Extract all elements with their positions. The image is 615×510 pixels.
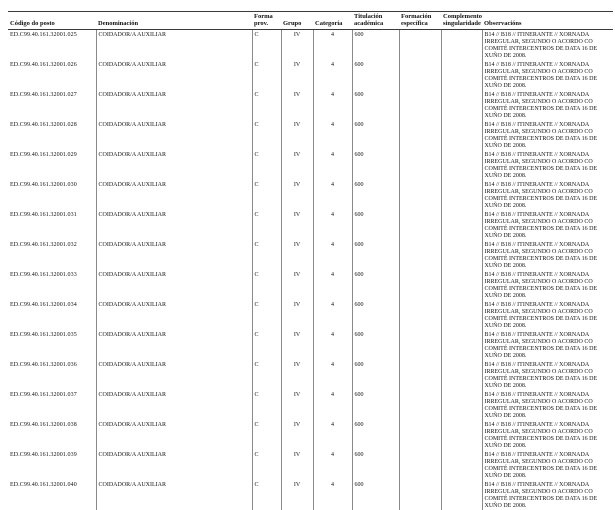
cell-forma-prov: C bbox=[252, 60, 281, 90]
cell-complemento bbox=[441, 420, 482, 450]
table-body bbox=[8, 30, 613, 510]
cell-observacions: B14 // B18 // ITINERANTE // XORNADA IRREGULAR, SEGUNDO O ACORDO CO COMITÉ INTERCENTROS DE DATA 16 DE XUÑO DE 2008. bbox=[482, 210, 613, 240]
cell-titulacion: 600 bbox=[352, 420, 399, 450]
cell-codigo-posto: ED.C99.40.161.32001.026 bbox=[8, 60, 96, 90]
cell-codigo-posto: ED.C99.40.161.32001.034 bbox=[8, 300, 96, 330]
cell-titulacion: 600 bbox=[352, 450, 399, 480]
cell-forma-prov: C bbox=[252, 120, 281, 150]
cell-formacion bbox=[399, 30, 441, 61]
cell-complemento bbox=[441, 270, 482, 300]
cell-titulacion: 600 bbox=[352, 270, 399, 300]
cell-categoria: 4 bbox=[313, 300, 352, 330]
cell-grupo: IV bbox=[281, 30, 313, 61]
col-header-forma-prov: Forma prov. bbox=[252, 12, 281, 30]
cell-grupo: IV bbox=[281, 120, 313, 150]
cell-codigo-posto: ED.C99.40.161.32001.039 bbox=[8, 450, 96, 480]
cell-codigo-posto: ED.C99.40.161.32001.029 bbox=[8, 150, 96, 180]
cell-categoria: 4 bbox=[313, 270, 352, 300]
cell-observacions: B14 // B18 // ITINERANTE // XORNADA IRREGULAR, SEGUNDO O ACORDO CO COMITÉ INTERCENTROS DE DATA 16 DE XUÑO DE 2008. bbox=[482, 60, 613, 90]
cell-grupo: IV bbox=[281, 150, 313, 180]
cell-titulacion: 600 bbox=[352, 90, 399, 120]
cell-forma-prov: C bbox=[252, 480, 281, 510]
cell-codigo-posto: ED.C99.40.161.32001.035 bbox=[8, 330, 96, 360]
cell-titulacion: 600 bbox=[352, 30, 399, 61]
cell-denominacion: COIDADOR/A AUXILIAR bbox=[96, 270, 252, 300]
cell-denominacion: COIDADOR/A AUXILIAR bbox=[96, 390, 252, 420]
table-row bbox=[8, 150, 613, 180]
cell-categoria: 4 bbox=[313, 450, 352, 480]
cell-denominacion: COIDADOR/A AUXILIAR bbox=[96, 30, 252, 61]
cell-titulacion: 600 bbox=[352, 330, 399, 360]
cell-titulacion: 600 bbox=[352, 480, 399, 510]
cell-titulacion: 600 bbox=[352, 180, 399, 210]
cell-complemento bbox=[441, 90, 482, 120]
cell-denominacion: COIDADOR/A AUXILIAR bbox=[96, 120, 252, 150]
cell-codigo-posto: ED.C99.40.161.32001.025 bbox=[8, 30, 96, 61]
cell-forma-prov: C bbox=[252, 390, 281, 420]
cell-complemento bbox=[441, 30, 482, 61]
cell-denominacion: COIDADOR/A AUXILIAR bbox=[96, 60, 252, 90]
table-row bbox=[8, 240, 613, 270]
table-row bbox=[8, 300, 613, 330]
cell-forma-prov: C bbox=[252, 270, 281, 300]
cell-formacion bbox=[399, 420, 441, 450]
cell-codigo-posto: ED.C99.40.161.32001.028 bbox=[8, 120, 96, 150]
cell-titulacion: 600 bbox=[352, 390, 399, 420]
cell-forma-prov: C bbox=[252, 240, 281, 270]
table-row bbox=[8, 210, 613, 240]
header-row bbox=[8, 12, 613, 30]
cell-titulacion: 600 bbox=[352, 240, 399, 270]
cell-formacion bbox=[399, 180, 441, 210]
cell-complemento bbox=[441, 450, 482, 480]
cell-formacion bbox=[399, 330, 441, 360]
cell-titulacion: 600 bbox=[352, 360, 399, 390]
cell-denominacion: COIDADOR/A AUXILIAR bbox=[96, 90, 252, 120]
col-header-categoria: Categoría bbox=[313, 12, 352, 30]
col-header-complemento: Complemento singularidade bbox=[441, 12, 482, 30]
cell-titulacion: 600 bbox=[352, 60, 399, 90]
cell-codigo-posto: ED.C99.40.161.32001.031 bbox=[8, 210, 96, 240]
cell-complemento bbox=[441, 150, 482, 180]
cell-grupo: IV bbox=[281, 330, 313, 360]
cell-complemento bbox=[441, 240, 482, 270]
cell-observacions: B14 // B18 // ITINERANTE // XORNADA IRREGULAR, SEGUNDO O ACORDO CO COMITÉ INTERCENTROS DE DATA 16 DE XUÑO DE 2008. bbox=[482, 450, 613, 480]
cell-categoria: 4 bbox=[313, 30, 352, 61]
cell-categoria: 4 bbox=[313, 210, 352, 240]
table-row bbox=[8, 420, 613, 450]
cell-forma-prov: C bbox=[252, 210, 281, 240]
cell-codigo-posto: ED.C99.40.161.32001.032 bbox=[8, 240, 96, 270]
cell-formacion bbox=[399, 360, 441, 390]
cell-forma-prov: C bbox=[252, 360, 281, 390]
cell-categoria: 4 bbox=[313, 60, 352, 90]
cell-complemento bbox=[441, 300, 482, 330]
cell-observacions: B14 // B18 // ITINERANTE // XORNADA IRREGULAR, SEGUNDO O ACORDO CO COMITÉ INTERCENTROS DE DATA 16 DE XUÑO DE 2008. bbox=[482, 330, 613, 360]
cell-categoria: 4 bbox=[313, 90, 352, 120]
cell-complemento bbox=[441, 60, 482, 90]
cell-codigo-posto: ED.C99.40.161.32001.033 bbox=[8, 270, 96, 300]
cell-grupo: IV bbox=[281, 60, 313, 90]
cell-codigo-posto: ED.C99.40.161.32001.036 bbox=[8, 360, 96, 390]
cell-forma-prov: C bbox=[252, 300, 281, 330]
cell-formacion bbox=[399, 210, 441, 240]
table-row bbox=[8, 270, 613, 300]
cell-observacions: B14 // B18 // ITINERANTE // XORNADA IRREGULAR, SEGUNDO O ACORDO CO COMITÉ INTERCENTROS DE DATA 16 DE XUÑO DE 2008. bbox=[482, 180, 613, 210]
cell-titulacion: 600 bbox=[352, 300, 399, 330]
cell-grupo: IV bbox=[281, 240, 313, 270]
cell-forma-prov: C bbox=[252, 90, 281, 120]
cell-denominacion: COIDADOR/A AUXILIAR bbox=[96, 420, 252, 450]
cell-formacion bbox=[399, 300, 441, 330]
cell-categoria: 4 bbox=[313, 360, 352, 390]
table-row bbox=[8, 360, 613, 390]
cell-complemento bbox=[441, 120, 482, 150]
cell-grupo: IV bbox=[281, 360, 313, 390]
cell-denominacion: COIDADOR/A AUXILIAR bbox=[96, 480, 252, 510]
table-row bbox=[8, 180, 613, 210]
table-row bbox=[8, 90, 613, 120]
cell-denominacion: COIDADOR/A AUXILIAR bbox=[96, 330, 252, 360]
cell-grupo: IV bbox=[281, 480, 313, 510]
cell-categoria: 4 bbox=[313, 240, 352, 270]
cell-categoria: 4 bbox=[313, 480, 352, 510]
cell-grupo: IV bbox=[281, 390, 313, 420]
cell-observacions: B14 // B18 // ITINERANTE // XORNADA IRREGULAR, SEGUNDO O ACORDO CO COMITÉ INTERCENTROS DE DATA 16 DE XUÑO DE 2008. bbox=[482, 270, 613, 300]
cell-formacion bbox=[399, 150, 441, 180]
rpt-table bbox=[8, 11, 613, 510]
cell-titulacion: 600 bbox=[352, 210, 399, 240]
cell-observacions: B14 // B18 // ITINERANTE // XORNADA IRREGULAR, SEGUNDO O ACORDO CO COMITÉ INTERCENTROS DE DATA 16 DE XUÑO DE 2008. bbox=[482, 150, 613, 180]
col-header-grupo: Grupo bbox=[281, 12, 313, 30]
cell-titulacion: 600 bbox=[352, 120, 399, 150]
cell-denominacion: COIDADOR/A AUXILIAR bbox=[96, 240, 252, 270]
table-row bbox=[8, 330, 613, 360]
cell-forma-prov: C bbox=[252, 420, 281, 450]
cell-observacions: B14 // B18 // ITINERANTE // XORNADA IRREGULAR, SEGUNDO O ACORDO CO COMITÉ INTERCENTROS DE DATA 16 DE XUÑO DE 2008. bbox=[482, 390, 613, 420]
cell-grupo: IV bbox=[281, 90, 313, 120]
cell-complemento bbox=[441, 210, 482, 240]
cell-categoria: 4 bbox=[313, 150, 352, 180]
cell-formacion bbox=[399, 480, 441, 510]
cell-formacion bbox=[399, 120, 441, 150]
table-row bbox=[8, 480, 613, 510]
cell-categoria: 4 bbox=[313, 420, 352, 450]
cell-observacions: B14 // B18 // ITINERANTE // XORNADA IRREGULAR, SEGUNDO O ACORDO CO COMITÉ INTERCENTROS DE DATA 16 DE XUÑO DE 2008. bbox=[482, 30, 613, 61]
table-row bbox=[8, 390, 613, 420]
cell-formacion bbox=[399, 60, 441, 90]
cell-categoria: 4 bbox=[313, 120, 352, 150]
cell-grupo: IV bbox=[281, 450, 313, 480]
cell-categoria: 4 bbox=[313, 390, 352, 420]
col-header-denominacion: Denominación bbox=[96, 12, 252, 30]
cell-complemento bbox=[441, 390, 482, 420]
cell-denominacion: COIDADOR/A AUXILIAR bbox=[96, 150, 252, 180]
cell-forma-prov: C bbox=[252, 30, 281, 61]
cell-observacions: B14 // B18 // ITINERANTE // XORNADA IRREGULAR, SEGUNDO O ACORDO CO COMITÉ INTERCENTROS DE DATA 16 DE XUÑO DE 2008. bbox=[482, 300, 613, 330]
document-page bbox=[0, 11, 615, 450]
cell-denominacion: COIDADOR/A AUXILIAR bbox=[96, 180, 252, 210]
cell-formacion bbox=[399, 90, 441, 120]
cell-categoria: 4 bbox=[313, 330, 352, 360]
cell-observacions: B14 // B18 // ITINERANTE // XORNADA IRREGULAR, SEGUNDO O ACORDO CO COMITÉ INTERCENTROS DE DATA 16 DE XUÑO DE 2008. bbox=[482, 240, 613, 270]
cell-codigo-posto: ED.C99.40.161.32001.038 bbox=[8, 420, 96, 450]
cell-grupo: IV bbox=[281, 300, 313, 330]
table-row bbox=[8, 450, 613, 480]
cell-forma-prov: C bbox=[252, 330, 281, 360]
cell-grupo: IV bbox=[281, 210, 313, 240]
cell-formacion bbox=[399, 270, 441, 300]
cell-denominacion: COIDADOR/A AUXILIAR bbox=[96, 300, 252, 330]
cell-observacions: B14 // B18 // ITINERANTE // XORNADA IRREGULAR, SEGUNDO O ACORDO CO COMITÉ INTERCENTROS DE DATA 16 DE XUÑO DE 2008. bbox=[482, 360, 613, 390]
cell-observacions: B14 // B18 // ITINERANTE // XORNADA IRREGULAR, SEGUNDO O ACORDO CO COMITÉ INTERCENTROS DE DATA 16 DE XUÑO DE 2008. bbox=[482, 120, 613, 150]
cell-grupo: IV bbox=[281, 180, 313, 210]
cell-forma-prov: C bbox=[252, 150, 281, 180]
col-header-formacion: Formación específica bbox=[399, 12, 441, 30]
cell-grupo: IV bbox=[281, 420, 313, 450]
cell-complemento bbox=[441, 180, 482, 210]
cell-formacion bbox=[399, 390, 441, 420]
col-header-observacions: Observacións bbox=[482, 12, 613, 30]
cell-titulacion: 600 bbox=[352, 150, 399, 180]
cell-codigo-posto: ED.C99.40.161.32001.040 bbox=[8, 480, 96, 510]
cell-codigo-posto: ED.C99.40.161.32001.027 bbox=[8, 90, 96, 120]
cell-observacions: B14 // B18 // ITINERANTE // XORNADA IRREGULAR, SEGUNDO O ACORDO CO COMITÉ INTERCENTROS DE DATA 16 DE XUÑO DE 2008. bbox=[482, 420, 613, 450]
cell-denominacion: COIDADOR/A AUXILIAR bbox=[96, 360, 252, 390]
col-header-titulacion: Titulación académica bbox=[352, 12, 399, 30]
cell-denominacion: COIDADOR/A AUXILIAR bbox=[96, 450, 252, 480]
cell-forma-prov: C bbox=[252, 450, 281, 480]
table-row bbox=[8, 120, 613, 150]
cell-forma-prov: C bbox=[252, 180, 281, 210]
cell-denominacion: COIDADOR/A AUXILIAR bbox=[96, 210, 252, 240]
table-row bbox=[8, 30, 613, 61]
col-header-codigo: Código do posto bbox=[8, 12, 96, 30]
cell-codigo-posto: ED.C99.40.161.32001.030 bbox=[8, 180, 96, 210]
cell-codigo-posto: ED.C99.40.161.32001.037 bbox=[8, 390, 96, 420]
cell-complemento bbox=[441, 360, 482, 390]
cell-complemento bbox=[441, 480, 482, 510]
cell-categoria: 4 bbox=[313, 180, 352, 210]
cell-observacions: B14 // B18 // ITINERANTE // XORNADA IRREGULAR, SEGUNDO O ACORDO CO COMITÉ INTERCENTROS DE DATA 16 DE XUÑO DE 2008. bbox=[482, 90, 613, 120]
cell-complemento bbox=[441, 330, 482, 360]
cell-formacion bbox=[399, 240, 441, 270]
table-row bbox=[8, 60, 613, 90]
cell-formacion bbox=[399, 450, 441, 480]
cell-grupo: IV bbox=[281, 270, 313, 300]
cell-observacions: B14 // B18 // ITINERANTE // XORNADA IRREGULAR, SEGUNDO O ACORDO CO COMITÉ INTERCENTROS DE DATA 16 DE XUÑO DE 2008. bbox=[482, 480, 613, 510]
